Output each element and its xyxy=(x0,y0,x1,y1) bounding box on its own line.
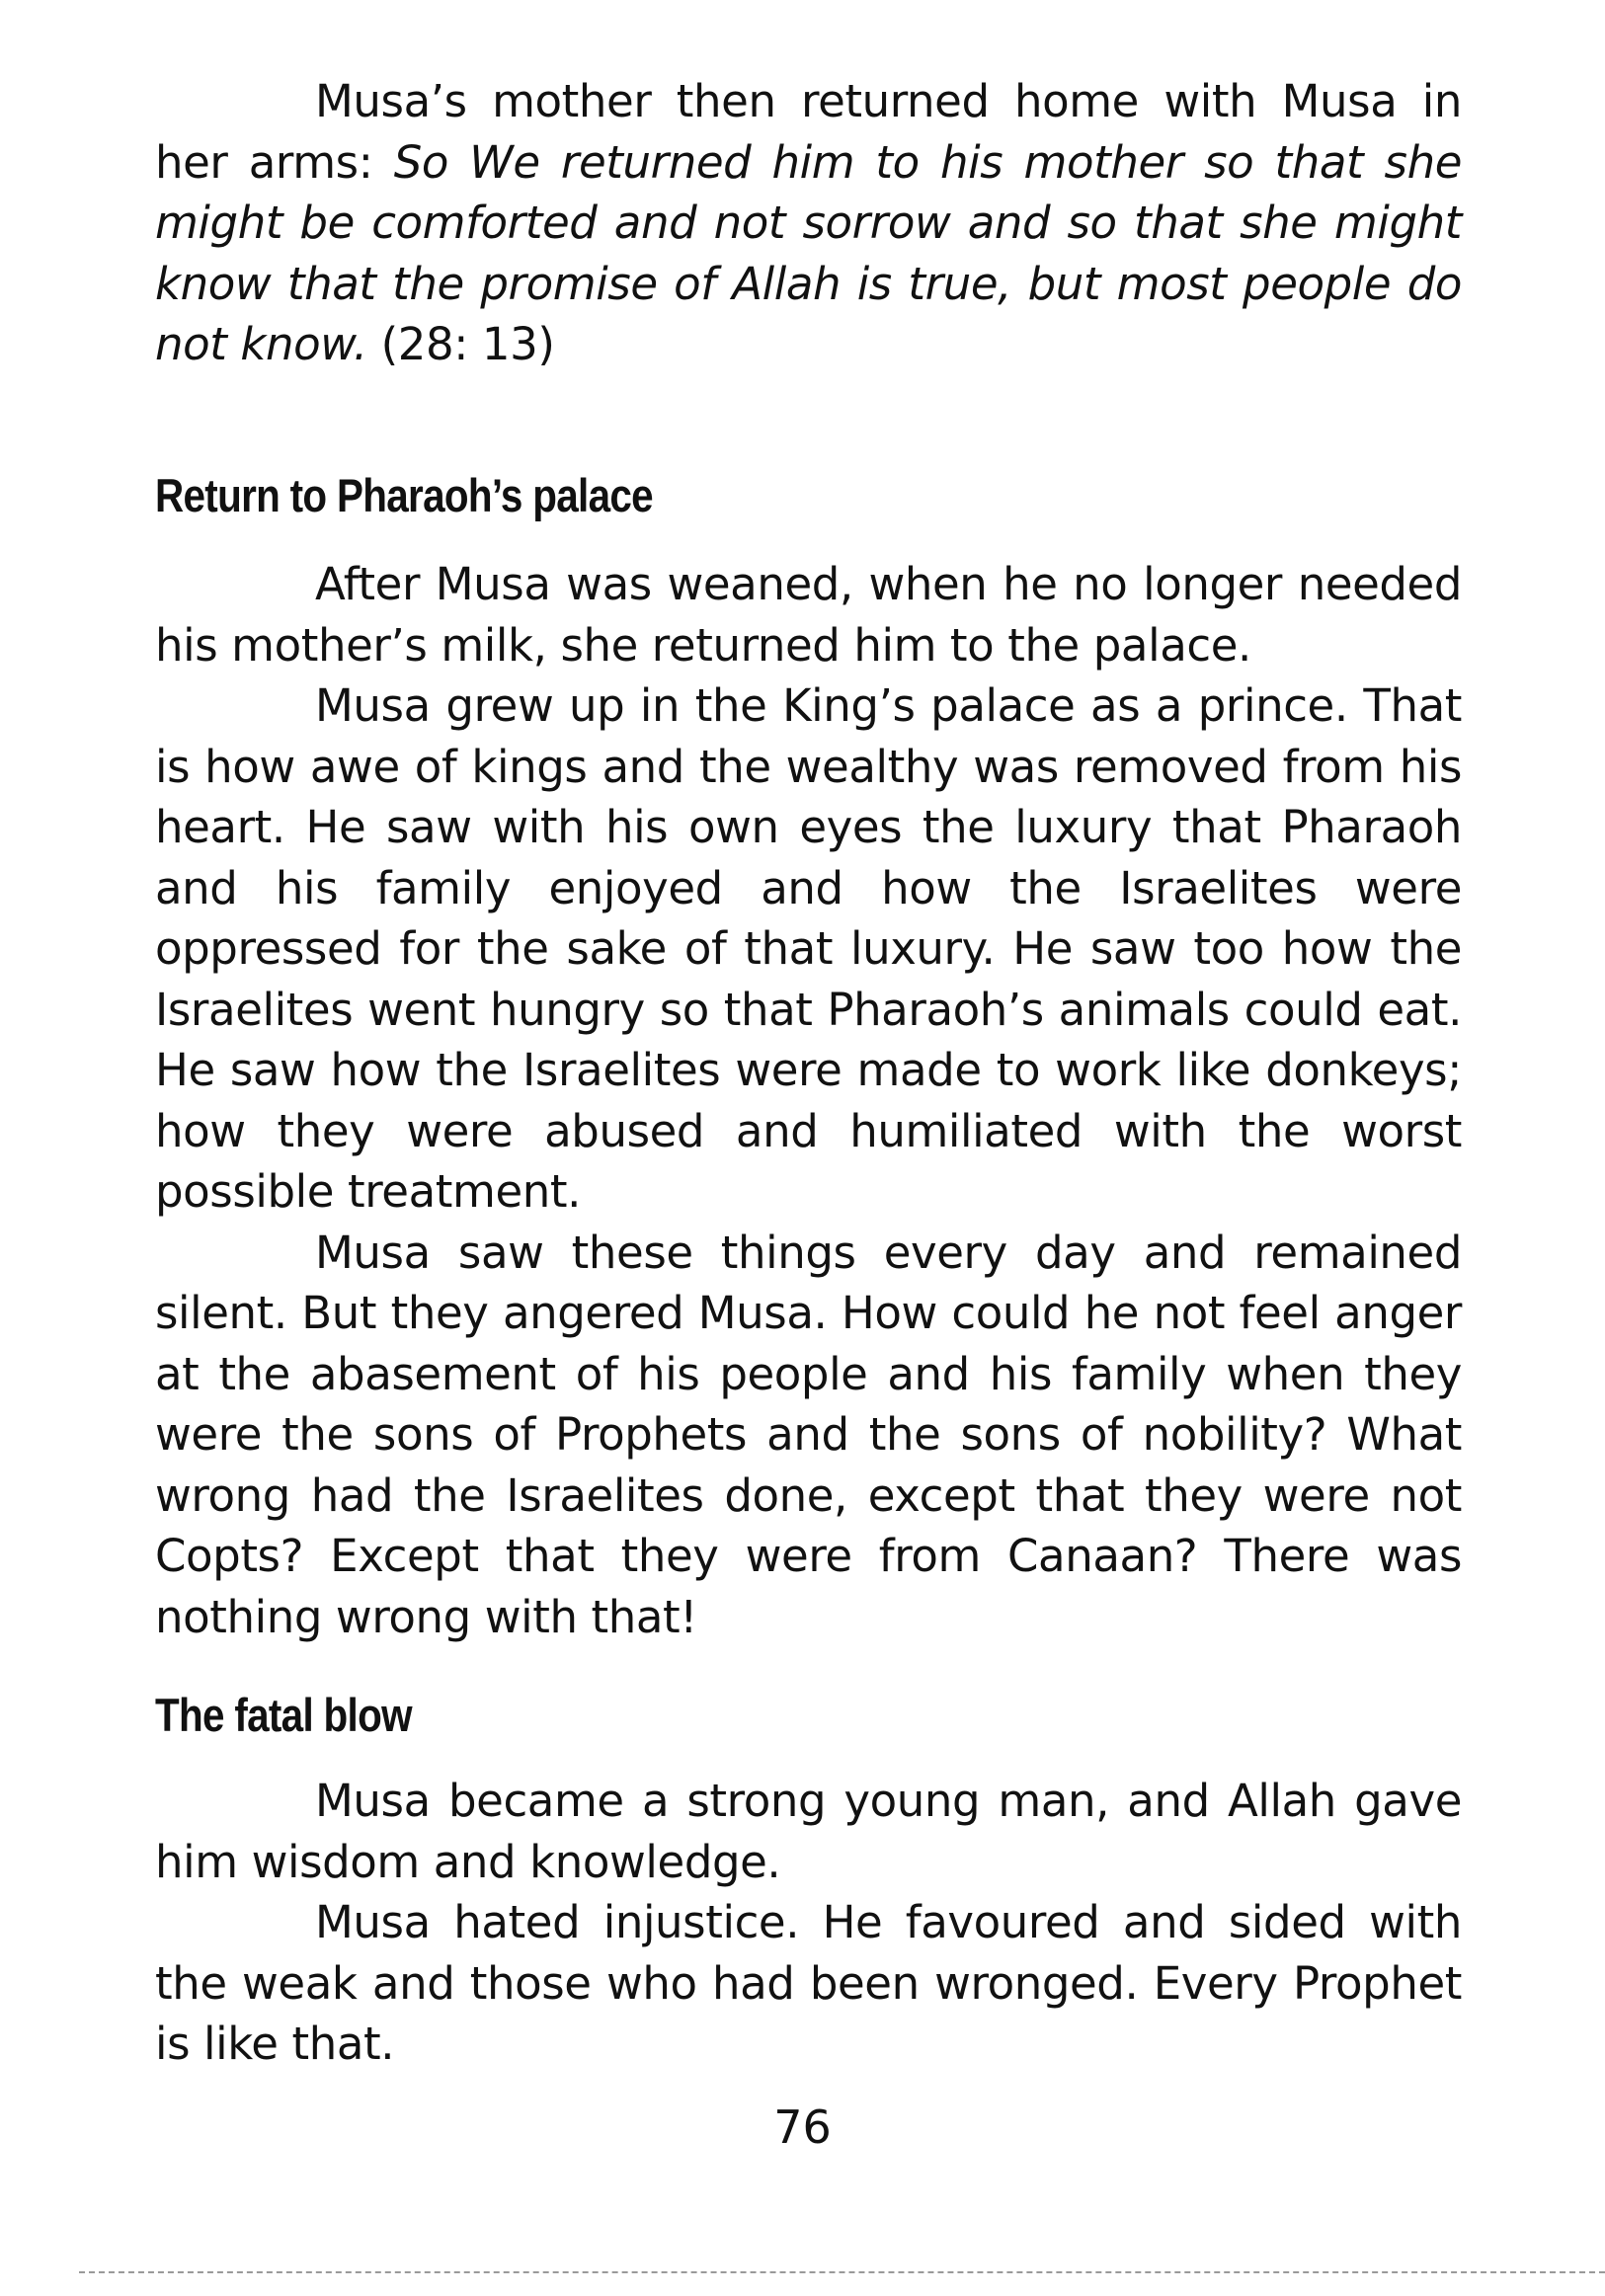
section-2-text-block xyxy=(155,1771,1462,2075)
scan-edge-line xyxy=(79,2271,1605,2273)
paragraph-strong-young-man: Musa became a strong young man, and Allah gave him wisdom and knowledge. xyxy=(155,1775,1462,1888)
opening-text-block xyxy=(155,71,1462,375)
paragraph-lead-text: Musa’s mother then returned home with Musa in her arms: xyxy=(155,75,1462,189)
paragraph-remained-silent: Musa saw these things every day and remained silent. But they angered Musa. How could he not feel anger at the abasement of his people and his family when they were the sons of Prophets and the sons of nobility? What wrong had the Israelites done, except that they were not Copts? Except that they were from Canaan? There was nothing wrong with that! xyxy=(155,1226,1462,1643)
section-heading-fatal-blow: The fatal blow xyxy=(155,1689,412,1741)
paragraph-weaned: After Musa was weaned, when he no longer needed his mother’s milk, she returned him to the palace. xyxy=(155,558,1462,672)
section-1-text-block xyxy=(155,554,1462,1647)
section-heading-return-to-palace: Return to Pharaoh’s palace xyxy=(155,469,653,521)
paragraph-mother-returns xyxy=(155,71,1462,375)
quran-reference: (28: 13) xyxy=(366,318,555,370)
quran-quote: So We returned him to his mother so that she might be comforted and not sorrow and so that she might know that the promise of Allah is true, but most people do not know. xyxy=(155,135,1462,370)
paragraph-hated-injustice: Musa hated injustice. He favoured and sided with the weak and those who had been wronged. Every Prophet is like that. xyxy=(155,1896,1462,2070)
paragraph-grew-up-in-palace: Musa grew up in the King’s palace as a prince. That is how awe of kings and the wealthy was removed from his heart. He saw with his own eyes the luxury that Pharaoh and his family enjoyed and how the Israelites were oppressed for the sake of that luxury. He saw too how the Israelites went hungry so that Pharaoh’s animals could eat. He saw how the Israelites were made to work like donkeys; how they were abused and humiliated with the worst possible treatment. xyxy=(155,679,1462,1218)
page-number: 76 xyxy=(773,2100,832,2154)
